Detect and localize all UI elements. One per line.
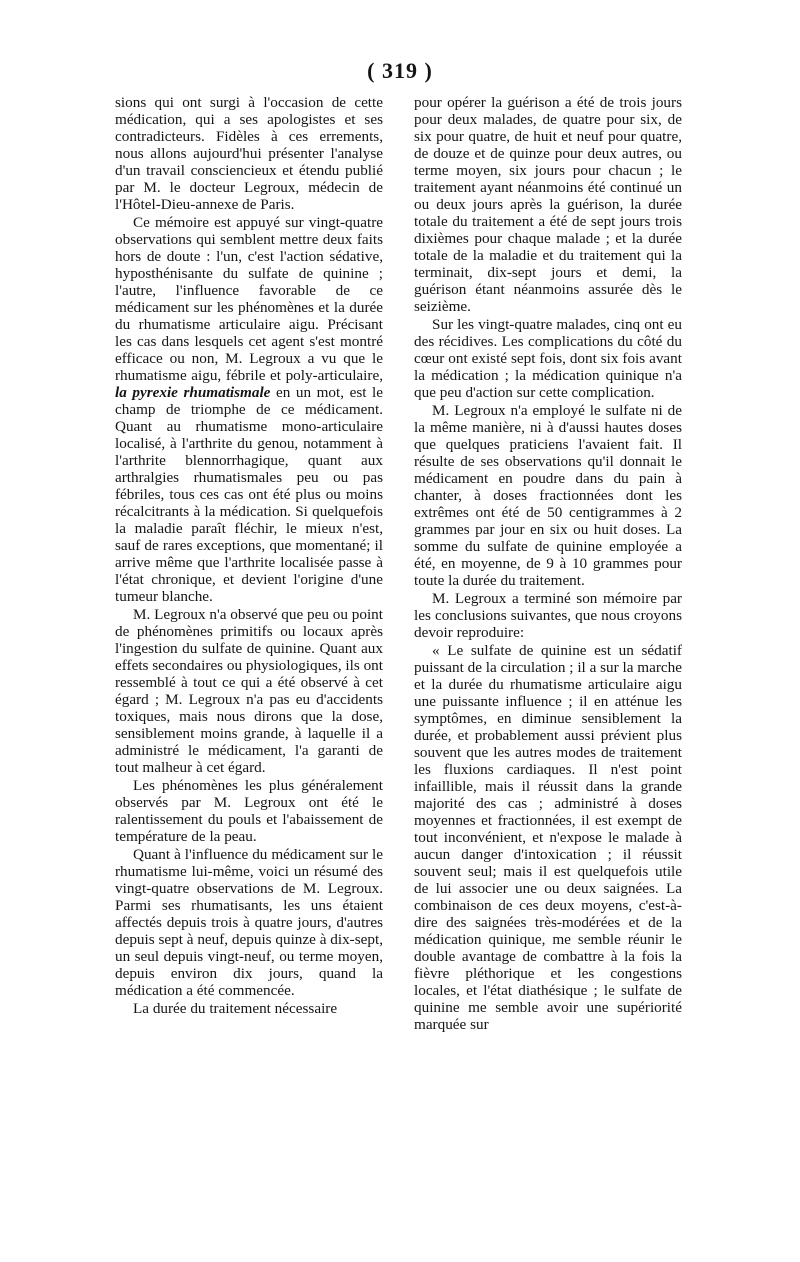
paragraph — [115, 846, 383, 999]
paragraph — [115, 606, 383, 776]
text-run: M. Legroux n'a employé le sulfate ni de la même manière, ni à d'aussi hautes doses que quelques praticiens l'avaient fait. Il résulte de ses observations qu'il donnait le médicament en poudre dans du pain à chanter, à doses fractionnées dont les extrêmes ont été de 50 centigrammes à 2 grammes par jour en six ou huit doses. La somme du sulfate de quinine employée a été, en moyenne, de 9 à 10 grammes pour toute la durée du traitement. — [414, 402, 682, 589]
paragraph — [115, 94, 383, 213]
paragraph — [115, 1000, 383, 1017]
text-run: M. Legroux a terminé son mémoire par les conclusions suivantes, que nous croyons devoir reproduire: — [414, 590, 682, 641]
paragraph — [414, 402, 682, 589]
text-run: en un mot, est le champ de triomphe de ce médicament. Quant au rhumatisme mono-articulaire localisé, à l'arthrite du genou, notamment à l'arthrite blennorrhagique, quant aux arthralgies rhumatismales peu ou pas fébriles, tous ces cas ont été plus ou moins récalcitrants à la médication. Si quelquefois la maladie paraît fléchir, le mieux n'est, sauf de rares exceptions, que momentané; il arrive même que l'arthrite localisée passe à l'état chronique, et devient l'origine d'une tumeur blanche. — [115, 384, 383, 605]
right-column — [414, 94, 682, 1033]
paragraph — [414, 94, 682, 315]
text-run: « Le sulfate de quinine est un sédatif puissant de la circulation ; il a sur la marche et la durée du rhumatisme articulaire aigu une puissante influence ; il en atténue les symptômes, en diminue sensiblement la durée, et probablement aussi prévient plus souvent que les autres modes de traitement les fluxions cardiaques. Il n'est point infaillible, mais il réussit dans la grande majorité des cas ; administré à doses moyennes et fractionnées, il est exempt de tout inconvénient, et n'expose le malade à aucun danger d'intoxication ; il réussit souvent seul; mais il est quelquefois utile de lui associer une ou deux saignées. La combinaison de ces deux moyens, c'est-à-dire des saignées très-modérées et de la médication quinique, me semble réunir le double avantage de combattre à la fois la fièvre pléthorique et les congestions locales, et l'état diathésique ; le sulfate de quinine me semble avoir une supériorité marquée sur — [414, 642, 682, 1033]
paragraph — [414, 642, 682, 1033]
text-run: sions qui ont surgi à l'occasion de cette médication, qui a ses apologistes et ses contradicteurs. Fidèles à ces errements, nous allons aujourd'hui présenter l'analyse d'un travail consciencieux et étendu publié par M. le docteur Legroux, médecin de l'Hôtel-Dieu-annexe de Paris. — [115, 94, 383, 213]
text-run: M. Legroux n'a observé que peu ou point de phénomènes primitifs ou locaux après l'ingestion du sulfate de quinine. Quant aux effets secondaires ou physiologiques, ils ont ressemblé à tout ce qui a été observé à cet égard ; M. Legroux n'a pas eu d'accidents toxiques, mais nous dirons que la dose, sensiblement moins grande, à laquelle il a administré le médicament, l'a garanti de tout malheur à cet égard. — [115, 606, 383, 776]
paragraph — [115, 777, 383, 845]
text-run: Sur les vingt-quatre malades, cinq ont eu des récidives. Les complications du côté du cœur ont existé sept fois, dont six fois avant la médication ; la médication quinique n'a que peu d'action sur cette complication. — [414, 316, 682, 401]
text-run: La durée du traitement nécessaire — [133, 1000, 338, 1017]
paragraph — [414, 316, 682, 401]
page-number: ( 319 ) — [367, 58, 433, 83]
text-run: Quant à l'influence du médicament sur le rhumatisme lui-même, voici un résumé des vingt-quatre observations de M. Legroux. Parmi ses rhumatisants, les uns étaient affectés depuis trois à quatre jours, d'autres depuis sept à neuf, depuis quinze à dix-sept, un seul depuis vingt-neuf, ou terme moyen, depuis environ dix jours, quand la médication a été commencée. — [115, 846, 383, 999]
paragraph — [115, 214, 383, 605]
italic-phrase: la pyrexie rhumatismale — [115, 384, 271, 401]
paragraph — [414, 590, 682, 641]
text-run: pour opérer la guérison a été de trois jours pour deux malades, de quatre pour six, de six pour quatre, de huit et neuf pour quatre, de douze et de quinze pour deux autres, ou terme moyen, six jours pour chacun ; le traitement ayant néanmoins été continué un ou deux jours après la guérison, la durée totale du traitement a été de sept jours trois dixièmes pour chaque malade ; et la durée totale de la maladie et du traitement qui la terminait, dix-sept jours et demi, la guérison étant néanmoins assurée dès le seizième. — [414, 94, 682, 315]
left-column — [115, 94, 383, 1017]
text-run: Ce mémoire est appuyé sur vingt-quatre observations qui semblent mettre deux faits hors de doute : l'un, c'est l'action sédative, hyposthénisante du sulfate de quinine ; l'autre, l'influence favorable de ce médicament sur les phénomènes et la durée du rhumatisme articulaire aigu. Précisant les cas dans lesquels cet agent s'est montré efficace ou non, M. Legroux a vu que le rhumatisme aigu, fébrile et poly-articulaire, — [115, 214, 383, 384]
text-run: Les phénomènes les plus généralement observés par M. Legroux ont été le ralentissement du pouls et l'abaissement de température de la peau. — [115, 777, 383, 845]
